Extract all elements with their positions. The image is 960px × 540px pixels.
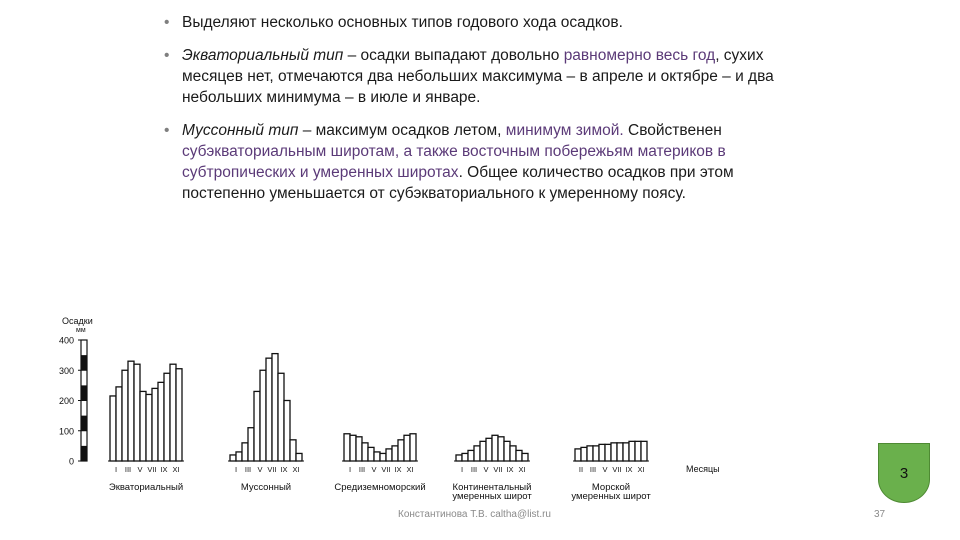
bar [629,441,635,461]
bar [380,453,386,461]
bar [462,453,468,461]
slide-badge [878,443,930,503]
bar [593,446,599,461]
y-axis-unit: мм [76,327,86,334]
y-axis-ruler-segment [81,416,87,431]
bar [641,441,647,461]
series-name-line2: умеренных широт [452,491,532,502]
month-label: III [470,465,478,474]
y-axis-ruler-segment [81,355,87,370]
y-tick-label: 400 [58,335,74,346]
bar [344,434,350,461]
bar [290,440,296,461]
month-label: V [257,465,263,474]
month-label: IX [280,465,288,474]
bar [581,447,587,461]
bar [110,396,116,461]
month-label: IX [625,465,633,474]
month-label: II [578,465,584,474]
bar [260,370,266,461]
series-name-line2: умеренных широт [571,491,651,502]
month-label: VII [381,465,391,474]
bar [398,440,404,461]
bar [605,444,611,461]
month-label: V [483,465,489,474]
monsoon-text-1: – максимум осадков летом [298,122,498,139]
bar [236,452,242,461]
bar [170,364,176,461]
bullet-dot: • [164,47,170,64]
month-label: XI [172,465,180,474]
y-tick-label: 0 [68,456,74,467]
bar [266,358,272,461]
monsoon-comma: , [497,122,506,139]
month-label: V [602,465,608,474]
bar [158,382,164,461]
page-number: 37 [874,509,886,520]
bar [368,447,374,461]
bar [480,441,486,461]
month-label: VII [493,465,503,474]
monsoon-text-2: Свойственен [623,122,722,139]
bar [468,450,474,461]
bar [623,443,629,461]
bar [140,391,146,461]
month-label: III [124,465,132,474]
bar [356,437,362,461]
y-axis-label: Осадки [62,316,93,326]
bar [404,435,410,461]
bar [474,446,480,461]
bar [134,364,140,461]
monsoon-highlight-1: минимум зимой. [505,122,624,139]
bar [635,441,641,461]
bar [230,455,236,461]
bar [350,435,356,461]
series-name: Морской [591,482,631,493]
bar [410,434,416,461]
series-name: Континентальный [452,482,532,493]
x-axis-label: Месяцы [686,464,720,474]
bar [296,453,302,461]
month-label: VII [612,465,622,474]
bar [128,361,134,461]
month-label: I [114,465,118,474]
equatorial-text-2: , сухих месяцев нет, отмечаются два небольших максимума – в апреле и октябре – и два небольших минимума – в июле и январе. [182,47,774,106]
month-label: III [589,465,597,474]
y-tick-label: 300 [58,365,74,376]
bar [164,373,170,461]
badge-number: 3 [899,464,909,482]
bar [611,443,617,461]
bar [278,373,284,461]
month-label: XI [637,465,645,474]
month-label: I [234,465,238,474]
bar [617,443,623,461]
y-axis-ruler-segment [81,385,87,400]
equatorial-text-1: – осадки выпадают довольно [343,47,564,64]
equatorial-highlight: равномерно весь год [563,47,716,64]
y-axis-ruler-segment [81,446,87,461]
month-label: I [348,465,352,474]
bar [122,370,128,461]
bullet-dot: • [164,122,170,139]
bar [492,435,498,461]
bar [587,446,593,461]
bar [116,387,122,461]
series-name: Средиземноморский [334,482,426,493]
series-name: Экваториальный [108,482,184,493]
monsoon-highlight-2: субэкваториальным широтам, а также восточным побережьям материков в субтропических и умеренных широтах [182,143,726,181]
bullet-intro-text: Выделяют несколько основных типов годового хода осадков. [182,14,623,31]
month-label: V [137,465,143,474]
bar [575,449,581,461]
bar [504,441,510,461]
bar [498,437,504,461]
month-label: VII [147,465,157,474]
month-label: V [371,465,377,474]
month-label: III [244,465,252,474]
bar [510,446,516,461]
bar [456,455,462,461]
month-label: I [460,465,464,474]
bar [599,444,605,461]
bar [374,452,380,461]
month-label: VII [267,465,277,474]
bar [176,369,182,461]
bullet-dot: • [164,14,170,31]
month-label: XI [518,465,526,474]
bar [152,388,158,461]
bar [254,391,260,461]
bar [386,449,392,461]
bar [362,443,368,461]
footer-author: Константинова Т.В. caltha@list.ru [398,509,551,520]
month-label: XI [292,465,300,474]
bar [248,428,254,461]
series-name: Муссонный [240,482,292,493]
month-label: IX [394,465,402,474]
bar [392,446,398,461]
y-tick-label: 100 [58,426,74,437]
monsoon-term: Муссонный тип [182,122,299,139]
bar [242,443,248,461]
bar [284,401,290,462]
month-label: XI [406,465,414,474]
month-label: III [358,465,366,474]
bar [146,394,152,461]
y-tick-label: 200 [58,396,74,406]
month-label: IX [160,465,168,474]
monsoon-text-3: . Общее количество осадков при этом постепенно уменьшается от субэкваториального к умеренному поясу. [182,164,734,202]
bar [516,450,522,461]
bar [272,354,278,461]
month-label: IX [506,465,514,474]
bar [522,453,528,461]
bar [486,438,492,461]
equatorial-term: Экваториальный тип [182,47,344,64]
